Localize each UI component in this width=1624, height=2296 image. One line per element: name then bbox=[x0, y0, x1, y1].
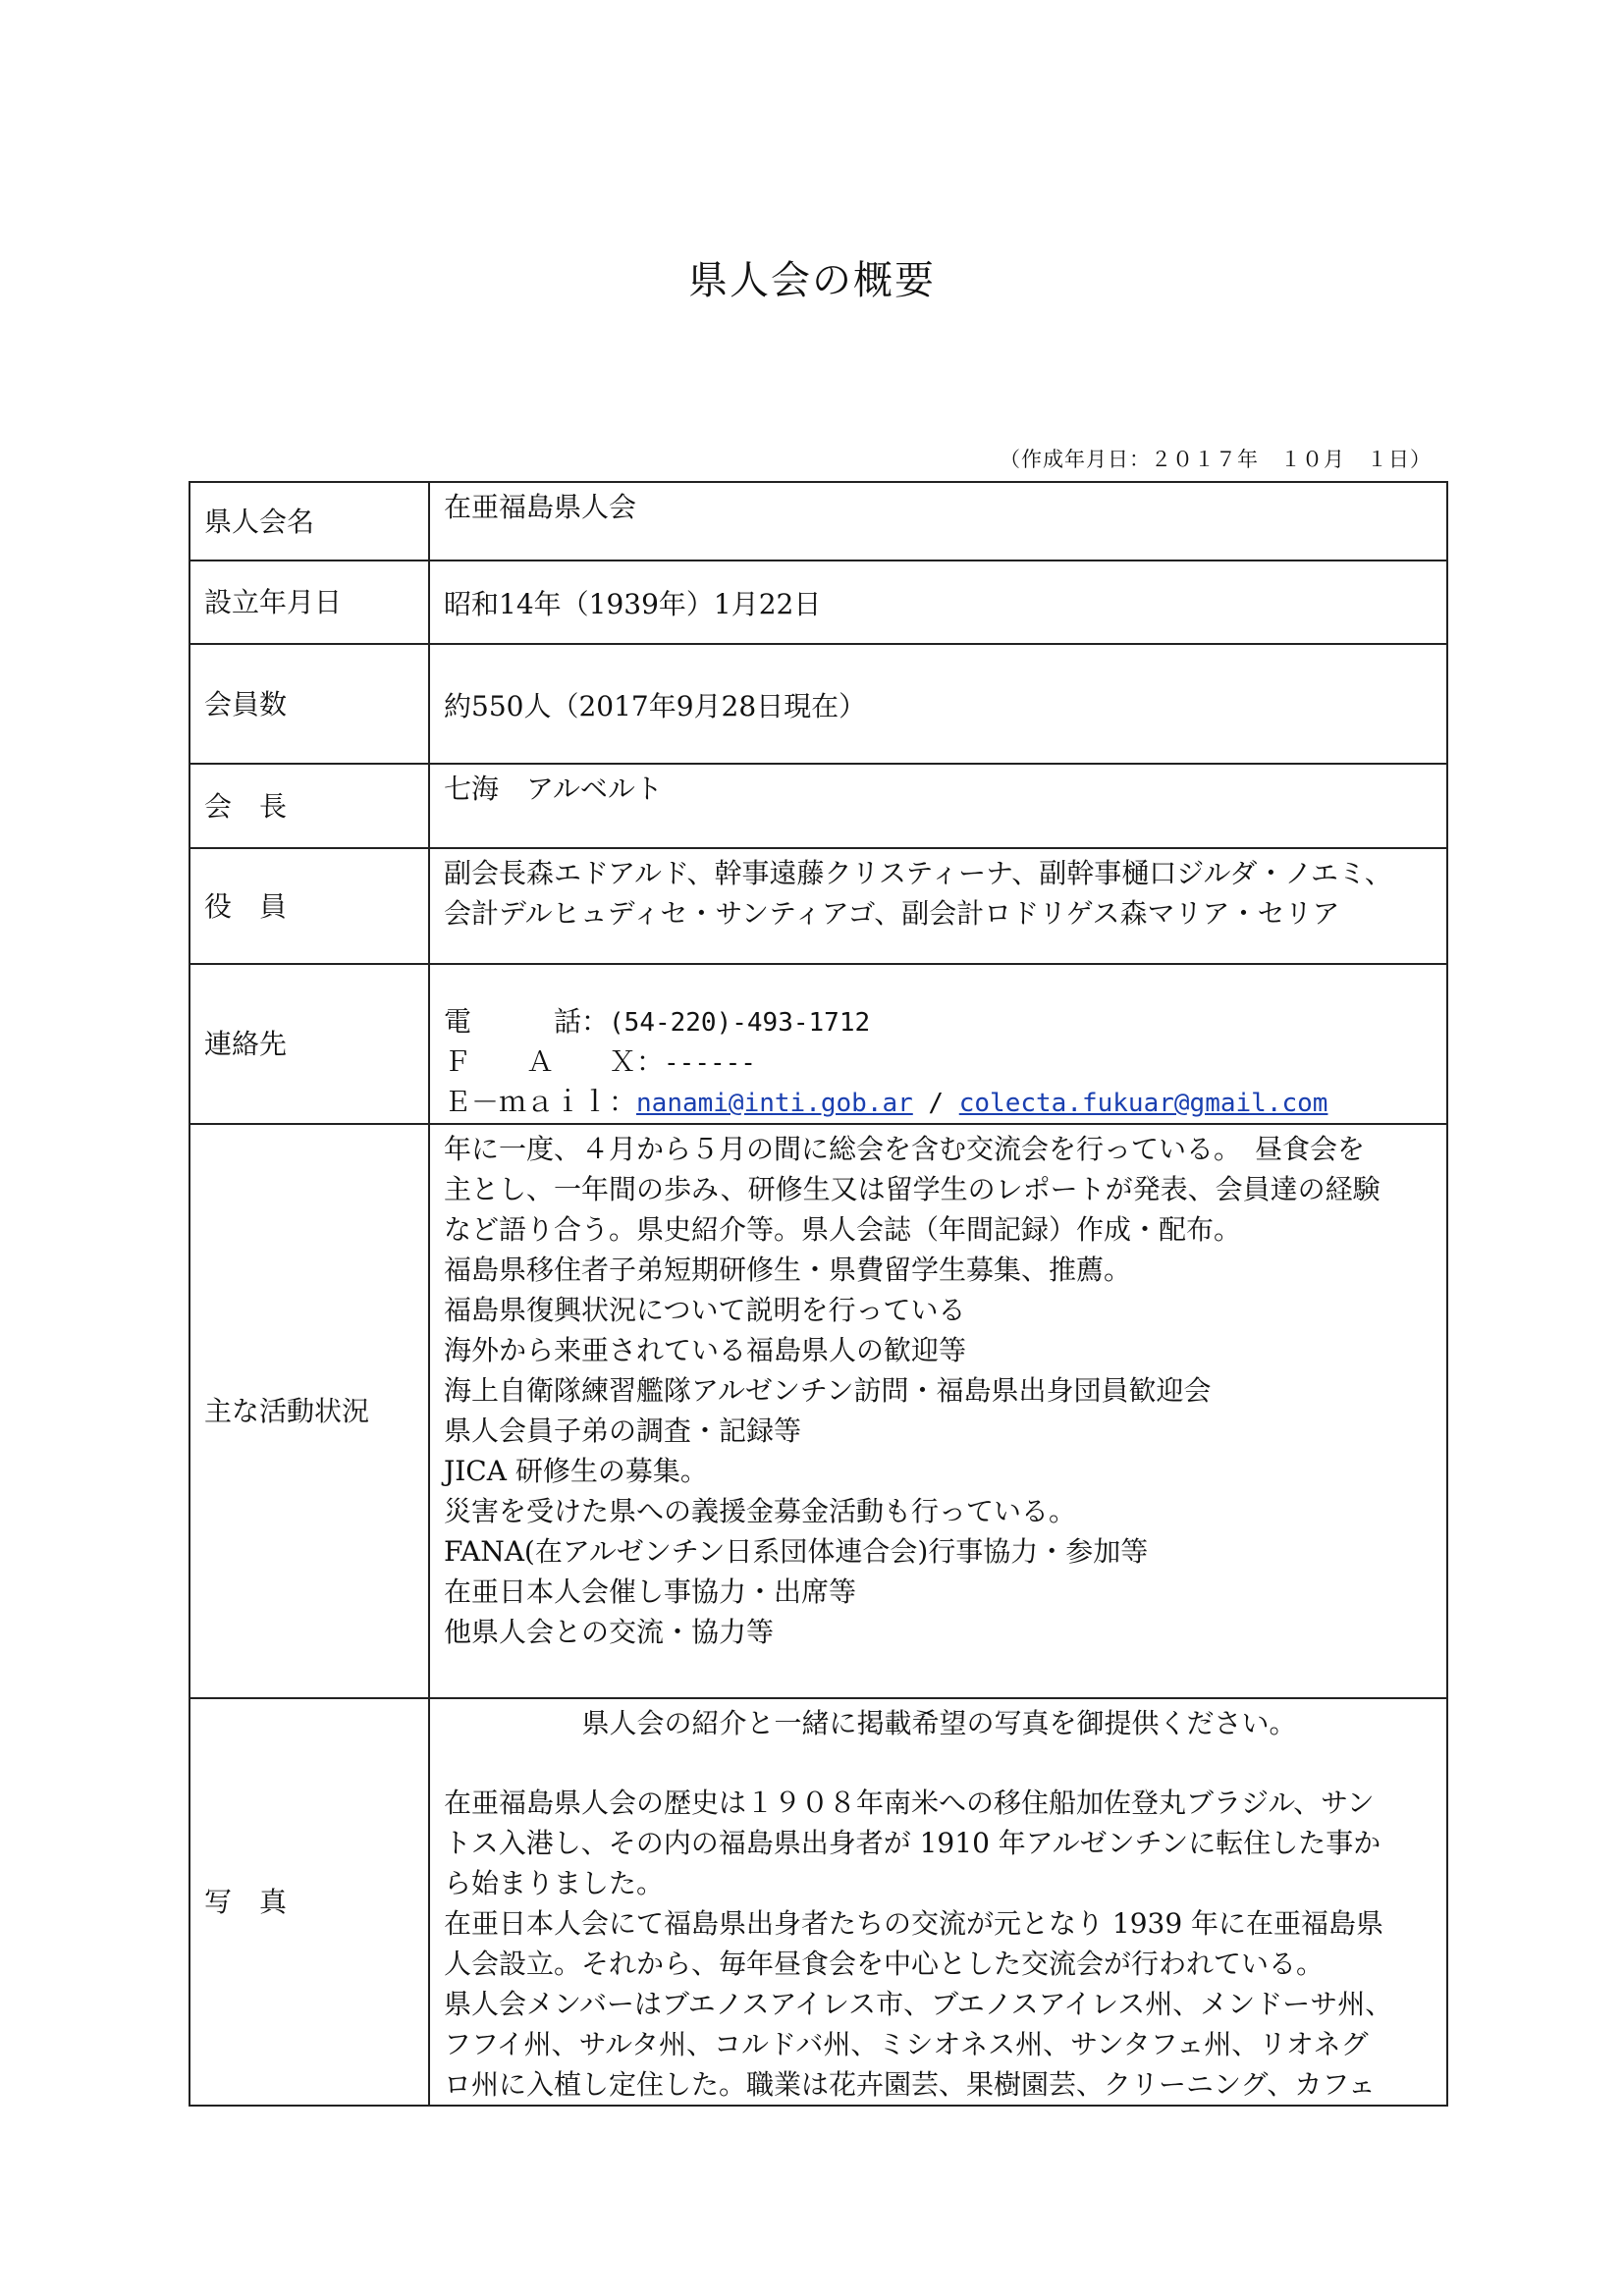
activity-line: JICA 研修生の募集。 bbox=[444, 1455, 708, 1487]
row-members bbox=[189, 644, 1447, 764]
history-line: 県人会メンバーはブエノスアイレス市、ブエノスアイレス州、メンドーサ州、 bbox=[444, 1988, 1393, 2020]
activity-line: 他県人会との交流・協力等 bbox=[444, 1616, 775, 1648]
overview-table bbox=[189, 481, 1448, 2107]
history-line: フフイ州、サルタ州、コルドバ州、ミシオネス州、サンタフェ州、リオネグ bbox=[444, 2028, 1369, 2060]
email-link-2[interactable]: colecta.fukuar@gmail.com bbox=[958, 1089, 1328, 1118]
value-photo bbox=[429, 1698, 1447, 2106]
history-line: トス入港し、その内の福島県出身者が 1910 年アルゼンチンに転住した事か bbox=[444, 1827, 1381, 1859]
activity-line: 福島県復興状況について説明を行っている bbox=[444, 1294, 966, 1326]
label-kenjinkai-name: 県人会名 bbox=[189, 482, 429, 561]
email-line bbox=[444, 1083, 1435, 1123]
history-line: 人会設立。それから、毎年昼食会を中心とした交流会が行われている。 bbox=[444, 1948, 1325, 1980]
row-kenjinkai-name bbox=[189, 482, 1447, 561]
history-line: ら始まりました。 bbox=[444, 1867, 665, 1899]
label-founded: 設立年月日 bbox=[189, 561, 429, 644]
phone-number: (54-220)-493-1712 bbox=[609, 1008, 871, 1038]
email-link-1[interactable]: nanami@inti.gob.ar bbox=[636, 1089, 913, 1118]
value-founded: 昭和14年（1939年）1月22日 bbox=[429, 561, 1447, 644]
phone-label: 電 話： bbox=[444, 1005, 610, 1038]
row-president bbox=[189, 764, 1447, 848]
activity-line: 県人会員子弟の調査・記録等 bbox=[444, 1415, 802, 1447]
label-officers: 役 員 bbox=[189, 848, 429, 964]
history-line: 在亜日本人会にて福島県出身者たちの交流が元となり 1939 年に在亜福島県 bbox=[444, 1907, 1384, 1940]
created-date: （作成年月日：２０１７年 １０月 １日） bbox=[1000, 448, 1432, 471]
activity-line: FANA(在アルゼンチン日系団体連合会)行事協力・参加等 bbox=[444, 1535, 1149, 1568]
value-officers bbox=[429, 848, 1447, 964]
activity-line: 海上自衛隊練習艦隊アルゼンチン訪問・福島県出身団員歓迎会 bbox=[444, 1374, 1212, 1407]
label-activities: 主な活動状況 bbox=[189, 1124, 429, 1698]
row-contact bbox=[189, 964, 1447, 1124]
photo-intro: 県人会の紹介と一緒に掲載希望の写真を御提供ください。 bbox=[581, 1707, 1297, 1739]
phone-line bbox=[444, 1002, 1435, 1042]
activity-line: 在亜日本人会催し事協力・出席等 bbox=[444, 1575, 857, 1608]
officers-line: 副会長森エドアルド、幹事遠藤クリスティーナ、副幹事樋口ジルダ・ノエミ、 bbox=[444, 857, 1392, 889]
activity-line: など語り合う。県史紹介等。県人会誌（年間記録）作成・配布。 bbox=[444, 1213, 1242, 1246]
activity-line: 災害を受けた県への義援金募金活動も行っている。 bbox=[444, 1495, 1077, 1527]
fax-label: Ｆ Ａ Ｘ： bbox=[444, 1045, 665, 1078]
officers-line: 会計デルヒュディセ・サンティアゴ、副会計ロドリゲス森マリア・セリア bbox=[444, 897, 1340, 930]
value-kenjinkai-name: 在亜福島県人会 bbox=[429, 482, 1447, 561]
email-label: Ｅ－ｍａｉｌ： bbox=[444, 1086, 637, 1118]
history-line: 在亜福島県人会の歴史は１９０８年南米への移住船加佐登丸ブラジル、サン bbox=[444, 1787, 1375, 1819]
row-founded bbox=[189, 561, 1447, 644]
page-title: 県人会の概要 bbox=[688, 258, 936, 303]
value-president: 七海 アルベルト bbox=[429, 764, 1447, 848]
history-line: ロ州に入植し定住した。職業は花卉園芸、果樹園芸、クリーニング、カフェ bbox=[444, 2068, 1376, 2101]
label-photo: 写 真 bbox=[189, 1698, 429, 2106]
fax-line bbox=[444, 1042, 1435, 1083]
row-activities bbox=[189, 1124, 1447, 1698]
email-separator: / bbox=[912, 1089, 959, 1118]
value-members: 約550人（2017年9月28日現在） bbox=[429, 644, 1447, 764]
label-president: 会 長 bbox=[189, 764, 429, 848]
fax-number: ------ bbox=[664, 1048, 756, 1078]
activity-line: 主とし、一年間の歩み、研修生又は留学生のレポートが発表、会員達の経験 bbox=[444, 1173, 1380, 1205]
value-contact bbox=[429, 964, 1447, 1124]
row-officers bbox=[189, 848, 1447, 964]
label-members: 会員数 bbox=[189, 644, 429, 764]
activity-line: 年に一度、４月から５月の間に総会を含む交流会を行っている。 昼食会を bbox=[444, 1133, 1366, 1165]
value-activities bbox=[429, 1124, 1447, 1698]
activity-line: 福島県移住者子弟短期研修生・県費留学生募集、推薦。 bbox=[444, 1254, 1132, 1286]
label-contact: 連絡先 bbox=[189, 964, 429, 1124]
row-photo bbox=[189, 1698, 1447, 2106]
activity-line: 海外から来亜されている福島県人の歓迎等 bbox=[444, 1334, 967, 1366]
